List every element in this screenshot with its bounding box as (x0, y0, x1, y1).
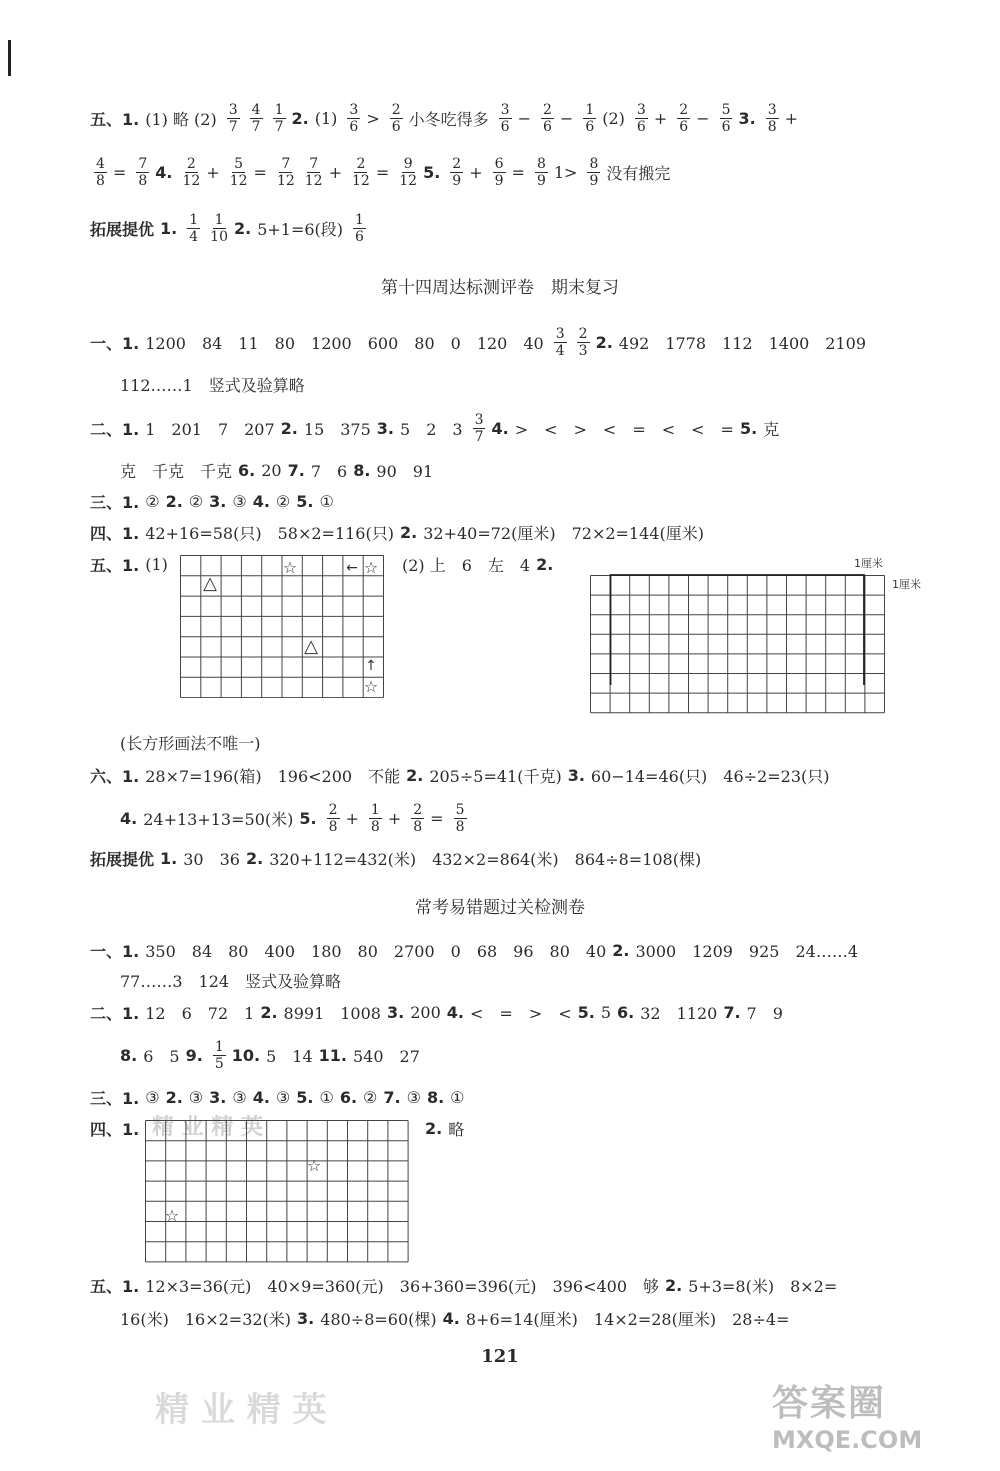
question-number: 二、1. (90, 1003, 140, 1023)
star-icon: ☆ (363, 558, 379, 577)
question-number: 7. (383, 1087, 401, 1107)
question-number: 三、1. (90, 1088, 140, 1108)
answer-text: 小冬吃得多 (408, 109, 489, 129)
answer-text: 3000 1209 925 24……4 (635, 941, 859, 961)
answer-text: 200 (410, 1002, 441, 1022)
fraction: 3 4 (555, 325, 565, 359)
answer-text: 没有搬完 (606, 163, 671, 183)
question-number: 7. (723, 1002, 741, 1022)
answer-text: ① (319, 491, 334, 511)
answer-text: 16(米) 16×2=32(米) (120, 1309, 292, 1329)
operator: + (387, 808, 402, 828)
operator: = (375, 162, 390, 182)
answer-line (90, 98, 804, 138)
operator: = (253, 162, 267, 182)
answer-text: (1) 略 (2) (145, 109, 217, 129)
fraction: $\frac{5}{6}$ (721, 101, 731, 135)
question-number: 4. (252, 491, 270, 511)
answer-text: ③ (145, 1087, 160, 1107)
answer-line (90, 322, 872, 362)
question-number: 2. (425, 1118, 443, 1138)
fraction: $\frac{5}{8}$ (455, 801, 465, 835)
faint-watermark: 精 业 精 英 (152, 1114, 263, 1140)
answer-text: ② (363, 1087, 378, 1107)
answer-text: ① (319, 1087, 334, 1107)
operator: > (366, 108, 380, 128)
answer-text: 320+112=432(米) 432×2=864(米) 864÷8=108(棵) (269, 849, 702, 869)
question-number: 4. (446, 1002, 464, 1022)
answer-text: 540 27 (352, 1046, 420, 1066)
question-number: 11. (318, 1045, 347, 1065)
question-number: 2. (260, 1002, 278, 1022)
answer-text: 112……1 竖式及验算略 (120, 375, 305, 395)
operator: = (430, 808, 444, 828)
answer-text: ③ (275, 1087, 291, 1107)
site-watermark (772, 1375, 972, 1454)
star-icon: ☆ (164, 1206, 180, 1225)
answer-text: ② (275, 491, 291, 511)
star-icon: ☆ (282, 558, 298, 577)
grid-lines (591, 576, 885, 713)
question-number: 五、1. (90, 1276, 140, 1296)
answer-line (120, 1035, 426, 1075)
unit-label-top: 1厘米 (854, 557, 883, 570)
fraction: $\frac{1}{8}$ (370, 801, 380, 835)
answer-text: 77……3 124 竖式及验算略 (120, 971, 342, 991)
answer-text: 30 36 (183, 849, 240, 869)
answer-line (90, 408, 785, 448)
operator: + (206, 162, 220, 182)
answer-text: 42+16=58(只) 58×2=116(只) (145, 523, 394, 543)
answer-text: ③ (232, 491, 247, 511)
fraction: 3 6 (500, 101, 510, 135)
fraction: 8 9 (589, 155, 599, 189)
section-title: 第十四周达标测评卷 期末复习 (381, 278, 619, 298)
answer-text: 5 14 (266, 1046, 313, 1066)
fraction: 1 4 (189, 211, 199, 245)
question-number: 二、1. (90, 419, 140, 439)
operator: + (653, 108, 668, 128)
answer-text: > < > < = < < = (514, 419, 734, 439)
question-number: 5. (296, 1087, 314, 1107)
question-number: 6. (238, 460, 256, 480)
question-number: 3. (376, 418, 395, 438)
fraction: $\frac{2}{6}$ (679, 101, 689, 135)
answer-line (425, 1108, 470, 1148)
arrow-left-icon: ← (346, 560, 358, 576)
fraction: $\frac{2}{12}$ (352, 155, 370, 189)
question-number: 2. (280, 418, 298, 438)
fraction: $\frac{4}{8}$ (96, 155, 105, 189)
answer-text: 20 (261, 460, 282, 480)
question-number: 五、1. (90, 555, 140, 575)
question-number: 六、1. (90, 766, 140, 786)
answer-text: 克 (763, 419, 780, 439)
answer-text: 略 (448, 1119, 465, 1139)
question-number: 四、1. (90, 523, 140, 543)
answer-text: 12×3=36(元) 40×9=360(元) 36+360=396(元) 396<400 够 (145, 1276, 660, 1296)
answer-text: 8991 1008 (283, 1003, 381, 1023)
answer-line (90, 208, 372, 248)
operator: − (517, 108, 531, 128)
section-label: 拓展提优 (90, 849, 155, 869)
faint-watermark: 精 业 精 英 (155, 1390, 327, 1430)
answer-text: 1 201 7 207 (145, 419, 275, 439)
operator: − (696, 108, 710, 128)
fraction: 1 10 (210, 211, 228, 245)
answer-text: 7 9 (746, 1003, 783, 1023)
question-number: 6. (617, 1002, 635, 1022)
fraction: $\frac{9}{12}$ (399, 155, 418, 189)
triangle-icon: △ (203, 573, 217, 594)
fraction: 2 3 (578, 325, 588, 359)
question-number: 6. (339, 1087, 358, 1107)
fraction: $\frac{7}{8}$ (138, 155, 148, 189)
answer-line (90, 1077, 471, 1117)
question-number: 2. (595, 332, 613, 352)
question-number: 四、1. (90, 1119, 140, 1139)
answer-text: 8+6=14(厘米) 14×2=28(厘米) 28÷4= (465, 1309, 790, 1329)
question-number: 5. (739, 418, 758, 438)
answer-text: 15 375 (303, 419, 371, 439)
question-number: 2. (291, 108, 309, 128)
question-number: 4. (120, 808, 138, 828)
answer-line (90, 755, 836, 795)
watermark-url: MXQE.COM (772, 1426, 923, 1454)
answer-text: (1) (314, 108, 338, 128)
fraction: $\frac{5}{12}$ (229, 155, 248, 189)
question-number: 7. (287, 460, 305, 480)
answer-line (120, 1298, 795, 1338)
question-number: 10. (231, 1045, 261, 1065)
answer-text: < = > < (469, 1003, 572, 1023)
question-number: 3. (297, 1308, 315, 1328)
question-number: 3. (209, 491, 227, 511)
answer-text: 24+13+13=50(米) (143, 809, 294, 829)
question-number: 2. (233, 218, 252, 238)
question-number: 3. (738, 108, 756, 128)
fraction: 3 6 (349, 101, 359, 135)
star-grid (145, 1120, 409, 1264)
answer-text: ① (450, 1087, 465, 1107)
question-number: 2. (612, 940, 630, 960)
answer-text: (长方形画法不唯一) (120, 733, 261, 753)
operator: + (469, 162, 483, 182)
answer-text: (1) (145, 554, 168, 574)
answer-text: 5 2 3 (400, 419, 463, 439)
question-number: 4. (442, 1308, 460, 1328)
question-number: 五、1. (90, 109, 140, 129)
answer-text: ② (145, 491, 160, 511)
answer-text: 5 (600, 1002, 612, 1022)
answer-text: 7 6 (310, 461, 348, 481)
margin-mark (8, 40, 11, 76)
answer-line (90, 992, 789, 1032)
question-number: 4. (155, 162, 173, 182)
question-number: 2. (165, 1087, 183, 1107)
star-icon: ☆ (306, 1156, 322, 1175)
answer-text: 1200 84 11 80 1200 600 80 0 120 40 (145, 333, 544, 353)
operator: = (112, 162, 127, 182)
answer-text: 32 1120 (640, 1003, 718, 1023)
operator: − (559, 108, 574, 128)
answer-line (90, 838, 707, 878)
fraction: 4 7 (251, 101, 261, 135)
answer-text: 480÷8=60(棵) (320, 1309, 437, 1329)
question-number: 8. (120, 1045, 138, 1065)
operator: + (328, 162, 342, 182)
fraction: $\frac{1}{6}$ (585, 101, 595, 135)
fraction: 3 6 (636, 101, 646, 135)
answer-text: 205÷5=41(千克) (429, 766, 562, 786)
answer-line (120, 364, 311, 404)
question-number: 三、1. (90, 492, 140, 512)
answer-line (90, 544, 174, 584)
fraction: $\frac{7}{12}$ (276, 155, 295, 189)
fraction: 7 12 (304, 155, 323, 189)
answer-text: 5+3=8(米) 8×2= (688, 1276, 838, 1296)
answer-text: (2) (602, 108, 625, 128)
answer-text: (2) 上 6 左 4 (402, 555, 531, 575)
fraction: 3 7 (228, 101, 238, 135)
watermark-logo: 答案圈 (772, 1383, 887, 1424)
answer-line (90, 152, 676, 192)
fraction: 2 8 (328, 801, 338, 835)
operator: + (784, 108, 799, 128)
unit-label-right: 1厘米 (892, 578, 921, 591)
fraction: $\frac{6}{9}$ (494, 155, 504, 189)
question-number: 2. (399, 522, 418, 542)
fraction: 1 6 (355, 211, 364, 245)
answer-line (90, 1108, 145, 1148)
answer-text: ③ (188, 1087, 204, 1107)
rectangle-grid (590, 555, 930, 725)
fraction: 3 7 (474, 411, 484, 445)
answer-text: 90 91 (376, 461, 434, 481)
fraction: $\frac{2}{8}$ (413, 801, 423, 835)
answer-text: ② (188, 491, 204, 511)
answer-text: 5+1=6(段) (257, 219, 344, 239)
question-number: 3. (386, 1002, 405, 1022)
answer-text: ③ (406, 1087, 421, 1107)
fraction: 1 5 (214, 1038, 224, 1072)
question-number: 8. (353, 460, 371, 480)
question-number: 2. (406, 765, 424, 785)
question-number: 9. (185, 1045, 203, 1065)
fraction: $\frac{2}{6}$ (542, 101, 552, 135)
grid-lines (146, 1121, 409, 1262)
answer-text: 克 千克 千克 (120, 461, 233, 481)
question-number: 8. (426, 1087, 445, 1107)
question-number: 3. (209, 1087, 227, 1107)
operator: = (511, 162, 525, 182)
answer-text: 60−14=46(只) 46÷2=23(只) (590, 766, 830, 786)
answer-text: 6 5 (143, 1046, 180, 1066)
operator: + (345, 808, 359, 828)
answer-text: 1> (553, 162, 578, 182)
question-number: 2. (245, 848, 264, 868)
question-number: 2. (536, 554, 554, 574)
question-number: 4. (252, 1087, 270, 1107)
arrow-up-icon: ↑ (365, 658, 377, 674)
answer-text: 350 84 80 400 180 80 2700 0 68 96 80 40 (145, 941, 607, 961)
page-number: 121 (481, 1346, 519, 1367)
question-number: 5. (423, 162, 441, 182)
answer-line (90, 512, 710, 552)
fraction: 1 7 (274, 101, 284, 135)
answer-text: 32+40=72(厘米) 72×2=144(厘米) (423, 523, 704, 543)
question-number: 2. (665, 1275, 683, 1295)
fraction: 3 8 (767, 101, 777, 135)
question-number: 一、1. (90, 941, 140, 961)
section-title: 常考易错题过关检测卷 (415, 898, 585, 918)
fraction: 2 9 (452, 155, 462, 189)
answer-text: 12 6 72 1 (145, 1003, 255, 1023)
question-number: 2. (165, 491, 183, 511)
fraction: 2 12 (182, 155, 201, 189)
triangle-icon: △ (304, 636, 318, 657)
question-number: 一、1. (90, 333, 140, 353)
star-icon: ☆ (363, 677, 379, 696)
answer-text: ③ (232, 1087, 247, 1107)
question-number: 1. (160, 848, 178, 868)
question-number: 3. (567, 765, 585, 785)
coordinate-grid (180, 555, 386, 698)
fraction: 2 6 (391, 101, 401, 135)
fraction: $\frac{8}{9}$ (536, 155, 546, 189)
answer-text: 28×7=196(箱) 196<200 不能 (145, 766, 401, 786)
answer-line (402, 544, 559, 584)
question-number: 5. (299, 808, 317, 828)
question-number: 4. (491, 418, 509, 438)
question-number: 1. (160, 218, 178, 238)
answer-line (120, 798, 473, 838)
question-number: 5. (296, 491, 314, 511)
answer-text: 492 1778 112 1400 2109 (618, 333, 867, 353)
section-label: 拓展提优 (90, 219, 155, 239)
question-number: 5. (577, 1002, 595, 1022)
